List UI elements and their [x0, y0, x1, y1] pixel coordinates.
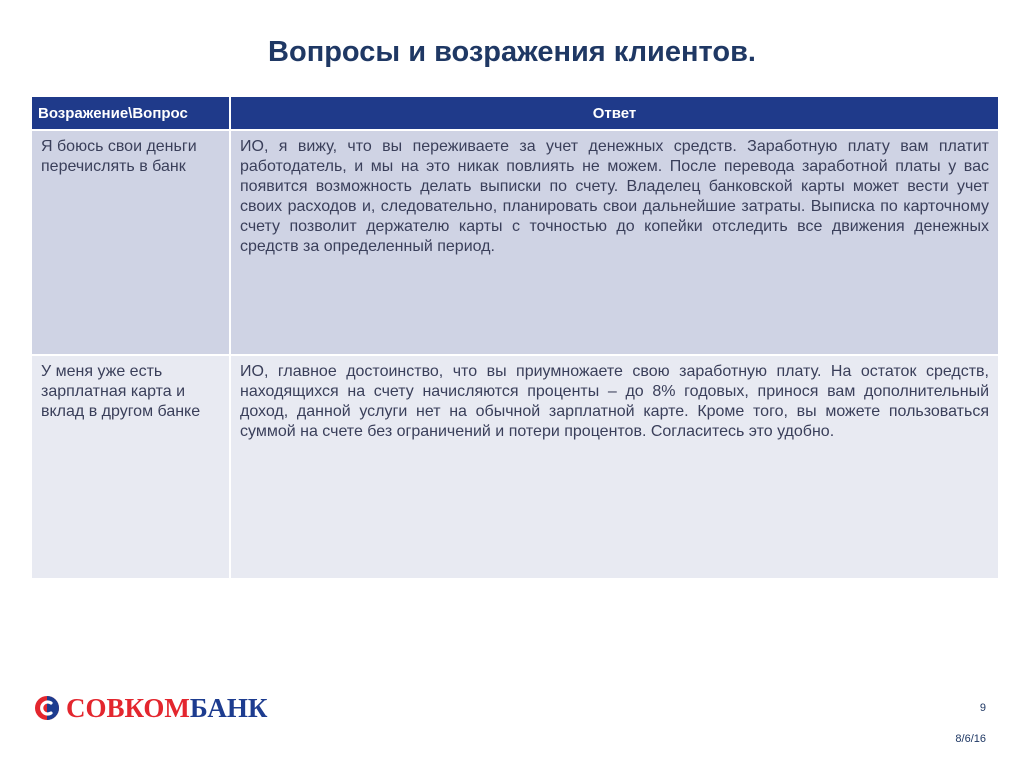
logo-text: [66, 693, 267, 723]
sovcombank-logo-icon: [34, 695, 60, 721]
table-header-row: [31, 97, 999, 130]
company-logo: [34, 693, 267, 723]
slide-title: Вопросы и возражения клиентов.: [268, 36, 756, 68]
table-row: [31, 355, 999, 579]
logo-text-part-1: СОВКОМ: [66, 693, 190, 723]
objection-cell: У меня уже есть зарплатная карта и вклад в другом банке: [31, 355, 230, 579]
answer-cell: ИО, я вижу, что вы переживаете за учет денежных средств. Заработную плату вам платит работодатель, и мы на это никак повлиять не можем. После перевода заработной платы у вас появится возможность делать выписки по счету. Владелец банковской карты может вести учет своих расходов и, следовательно, планировать свои дальнейшие затраты. Выписка по карточному счету позволит держателю карты с точностью до копейки отследить все движения денежных средств за определенный период.: [230, 130, 999, 355]
objections-table: [30, 97, 1000, 580]
table-row: [31, 130, 999, 355]
logo-text-part-2: БАНК: [189, 693, 268, 723]
header-objection: Возражение\Вопрос: [31, 97, 230, 130]
slide-number: 9: [979, 702, 986, 714]
objection-cell: Я боюсь свои деньги перечислять в банк: [31, 130, 230, 355]
header-answer: Ответ: [230, 97, 999, 130]
slide-date: 8/6/16: [955, 733, 986, 745]
answer-cell: ИО, главное достоинство, что вы приумножаете свою заработную плату. На остаток средств, находящихся на счету начисляются проценты – до 8% годовых, принося вам дополнительный доход, данной услуги нет на обычной зарплатной карте. Кроме того, вы можете пользоваться суммой на счете без ограничений и потери процентов. Согласитесь это удобно.: [230, 355, 999, 579]
